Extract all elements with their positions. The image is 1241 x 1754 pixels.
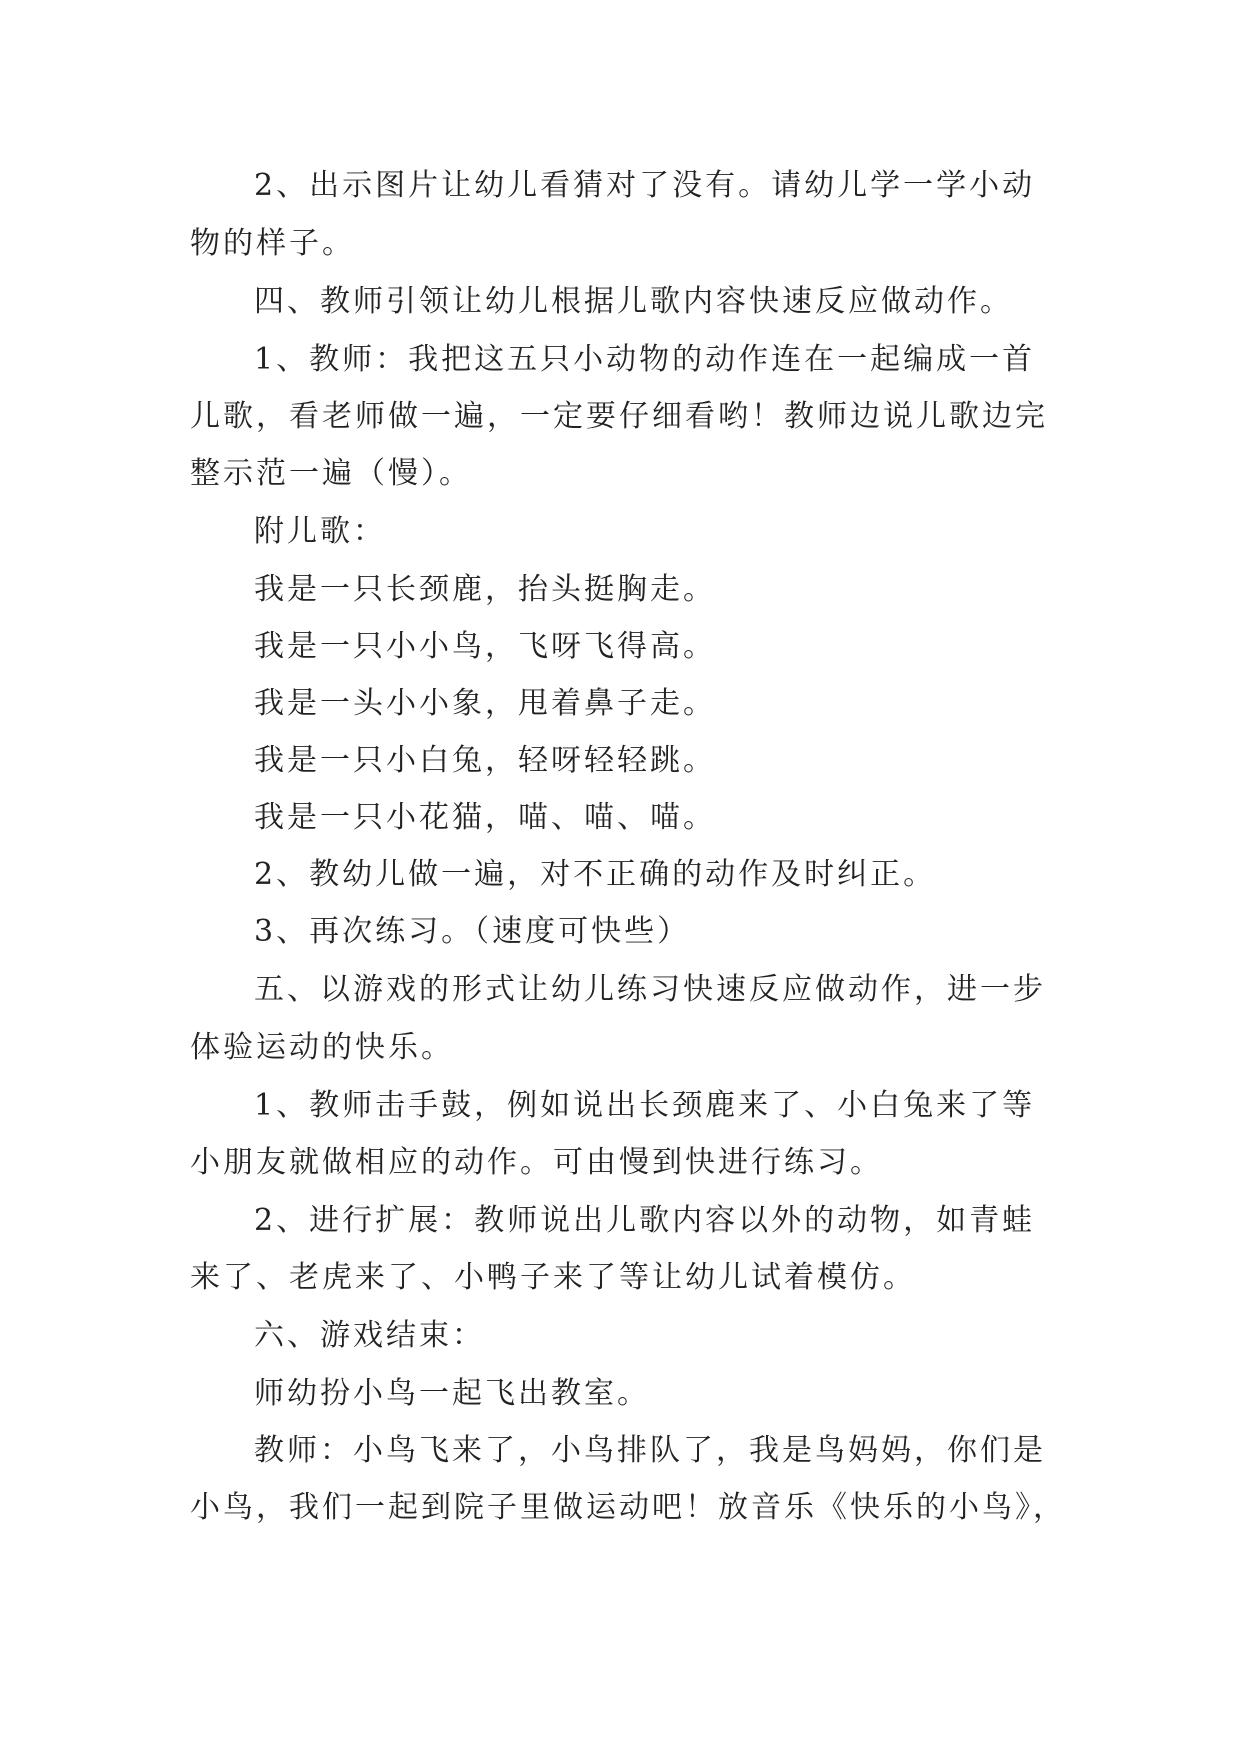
paragraph-line: 2、教幼儿做一遍，对不正确的动作及时纠正。	[254, 857, 937, 892]
rhyme-line: 我是一只小花猫，喵、喵、喵。	[254, 800, 716, 835]
section-heading: 六、游戏结束：	[254, 1318, 485, 1353]
paragraph-line: 教师：小鸟飞来了，小鸟排队了，我是鸟妈妈，你们是	[254, 1433, 1046, 1468]
paragraph-line: 整示范一遍（慢）。	[190, 456, 472, 491]
rhyme-line: 我是一只长颈鹿，抬头挺胸走。	[254, 572, 716, 607]
paragraph-line: 2、进行扩展：教师说出儿歌内容以外的动物，如青蛙	[254, 1203, 1036, 1238]
rhyme-line: 我是一只小白兔，轻呀轻轻跳。	[254, 743, 716, 778]
paragraph-line: 1、教师：我把这五只小动物的动作连在一起编成一首	[254, 342, 1036, 377]
paragraph-line: 3、再次练习。（速度可快些）	[254, 914, 691, 949]
rhyme-heading: 附儿歌：	[254, 514, 386, 549]
rhyme-line: 我是一头小小象，甩着鼻子走。	[254, 686, 716, 721]
paragraph-line: 2、出示图片让幼儿看猜对了没有。请幼儿学一学小动	[254, 168, 1036, 203]
paragraph-line: 1、教师击手鼓，例如说出长颈鹿来了、小白兔来了等	[254, 1088, 1036, 1123]
paragraph-line: 来了、老虎来了、小鸭子来了等让幼儿试着模仿。	[190, 1260, 916, 1295]
section-heading: 四、教师引领让幼儿根据儿歌内容快速反应做动作。	[254, 284, 1013, 319]
paragraph-line: 物的样子。	[190, 226, 355, 261]
paragraph-line: 师幼扮小鸟一起飞出教室。	[254, 1376, 650, 1411]
paragraph-line: 体验运动的快乐。	[190, 1030, 454, 1065]
paragraph-line: 小朋友就做相应的动作。可由慢到快进行练习。	[190, 1145, 883, 1180]
paragraph-line: 儿歌，看老师做一遍，一定要仔细看哟！教师边说儿歌边完	[190, 399, 1048, 434]
rhyme-line: 我是一只小小鸟，飞呀飞得高。	[254, 629, 716, 664]
section-heading: 五、以游戏的形式让幼儿练习快速反应做动作，进一步	[254, 972, 1046, 1007]
paragraph-line: 小鸟，我们一起到院子里做运动吧！放音乐《快乐的小鸟》，	[190, 1490, 1066, 1525]
